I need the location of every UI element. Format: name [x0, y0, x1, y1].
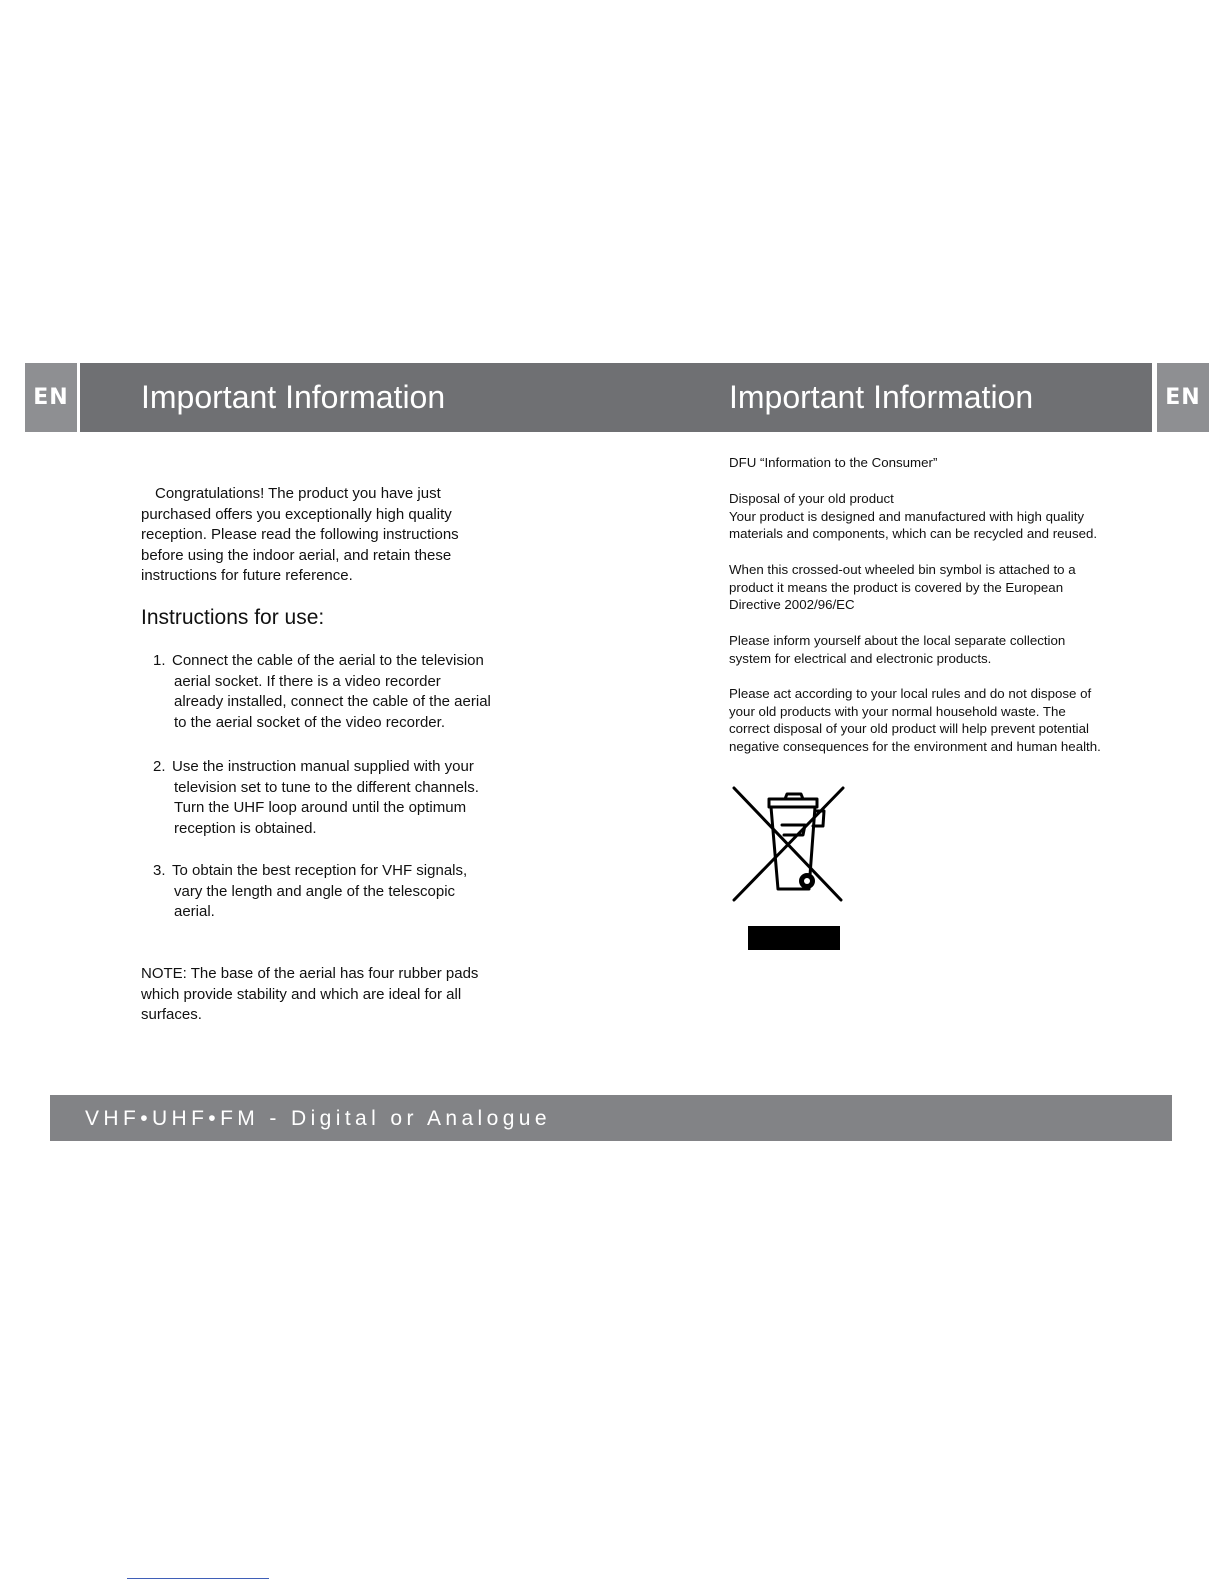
disposal-title: Disposal of your old product [729, 491, 894, 506]
step-number: 1. [153, 652, 166, 669]
step-number: 3. [153, 862, 166, 879]
symbol-line: When this crossed-out wheeled bin symbol is attached to a [729, 562, 1076, 577]
intro-line: Congratulations! The product you have just [155, 485, 441, 502]
step-line: To obtain the best reception for VHF signals, [172, 862, 468, 879]
intro-line: before using the indoor aerial, and retain these [141, 546, 452, 564]
instruction-step-3 [153, 861, 533, 923]
intro-paragraph [141, 484, 531, 587]
note-line: surfaces. [141, 1006, 202, 1024]
act-line: negative consequences for the environment and human health. [729, 738, 1101, 754]
instructions-heading: Instructions for use: [141, 606, 325, 629]
lang-tab-left: EN [25, 363, 77, 432]
lang-tab-right: EN [1157, 363, 1209, 432]
disposal-line: materials and components, which can be recycled and reused. [729, 526, 1098, 542]
note-paragraph [141, 964, 521, 1026]
crossed-out-wheelie-bin-icon [731, 785, 847, 905]
intro-line: instructions for future reference. [141, 567, 353, 585]
note-line: which provide stability and which are ideal for all [141, 985, 462, 1003]
symbol-line: Directive 2002/96/EC [729, 597, 855, 613]
page-title-left: Important Information [141, 379, 446, 415]
step-line: reception is obtained. [174, 819, 317, 837]
act-paragraph [729, 685, 1169, 755]
page-title-right: Important Information [729, 379, 1034, 415]
act-line: your old products with your normal household waste. The [729, 703, 1066, 719]
inform-line: Please inform yourself about the local separate collection [729, 633, 1066, 648]
intro-line: purchased offers you exceptionally high quality [141, 505, 452, 523]
bottom-underline [127, 1578, 269, 1579]
step-line: aerial. [174, 903, 215, 921]
dfu-title: DFU “Information to the Consumer” [729, 455, 938, 470]
step-number: 2. [153, 758, 166, 775]
act-line: correct disposal of your old product will help prevent potential [729, 721, 1089, 737]
instruction-step-2 [153, 757, 533, 839]
step-line: aerial socket. If there is a video recorder [174, 672, 441, 690]
step-line: already installed, connect the cable of the aerial [174, 693, 491, 711]
disposal-paragraph [729, 490, 1169, 543]
instruction-step-1 [153, 651, 533, 733]
inform-line: system for electrical and electronic products. [729, 650, 992, 666]
step-line: to the aerial socket of the video recorder. [174, 713, 445, 731]
footer-tagline: VHF•UHF•FM - Digital or Analogue [85, 1107, 551, 1130]
step-line: Connect the cable of the aerial to the television [172, 652, 484, 669]
disposal-line: Your product is designed and manufactured with high quality [729, 508, 1085, 524]
inform-paragraph [729, 632, 1169, 667]
step-line: television set to tune to the different channels. [174, 778, 479, 796]
step-line: vary the length and angle of the telescopic [174, 882, 456, 900]
symbol-line: product it means the product is covered by the European [729, 579, 1064, 595]
bin-symbol-bar [748, 926, 840, 950]
step-line: Turn the UHF loop around until the optimum [174, 799, 467, 817]
note-line: NOTE: The base of the aerial has four rubber pads [141, 965, 479, 982]
act-line: Please act according to your local rules and do not dispose of [729, 686, 1092, 701]
symbol-paragraph [729, 561, 1169, 614]
intro-line: reception. Please read the following instructions [141, 526, 459, 544]
step-line: Use the instruction manual supplied with your [172, 758, 474, 775]
